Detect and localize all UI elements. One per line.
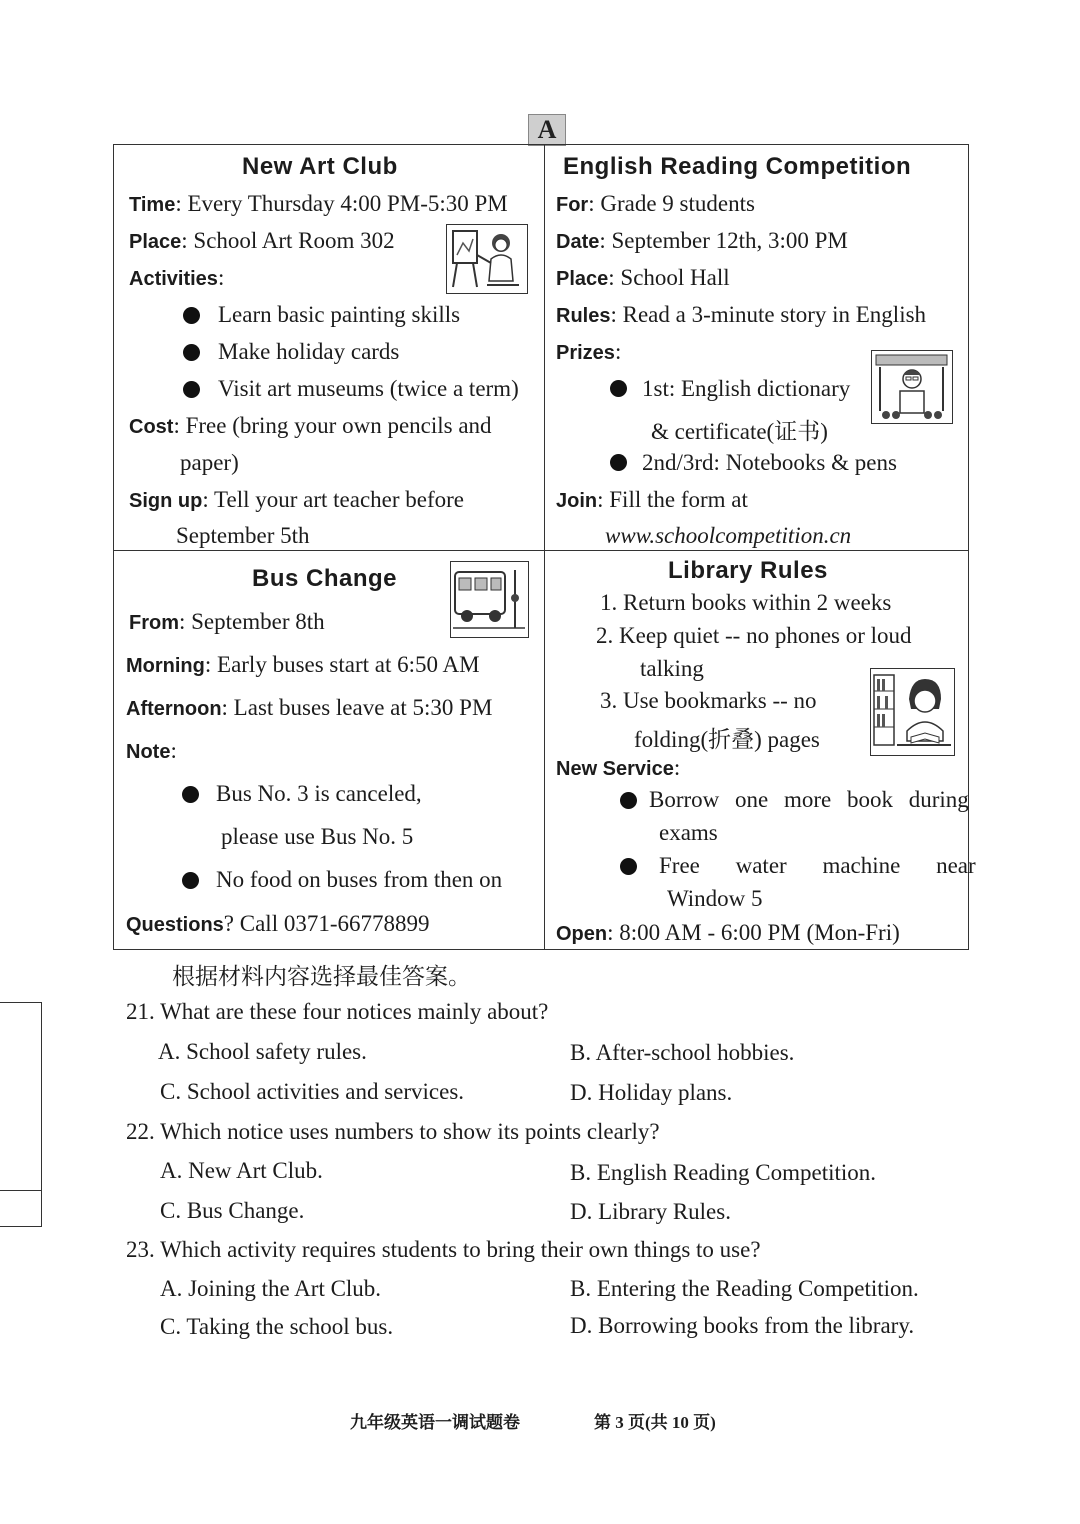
competition-for-value: : Grade 9 students <box>588 191 755 216</box>
art-club-activity-2: Make holiday cards <box>218 339 400 364</box>
speaker-illustration <box>871 350 953 424</box>
reading-girl-illustration <box>870 668 955 756</box>
section-marker: A <box>528 114 566 146</box>
library-rule-2-cont: talking <box>640 656 704 681</box>
bus-afternoon-label: Afternoon <box>126 698 222 720</box>
competition-for <box>556 191 755 217</box>
bullet-icon <box>183 307 200 324</box>
library-open <box>556 920 900 946</box>
bullet-icon <box>620 792 637 809</box>
library-service-label: New Service <box>556 758 674 780</box>
q21-option-d[interactable]: D. Holiday plans. <box>570 1080 733 1105</box>
bus-morning-label: Morning <box>126 655 205 677</box>
bus-morning <box>126 652 480 678</box>
grid-divider-horizontal <box>113 550 969 551</box>
competition-prizes-label: Prizes <box>556 342 615 364</box>
competition-prize-2: 2nd/3rd: Notebooks & pens <box>642 450 897 475</box>
library-open-value: : 8:00 AM - 6:00 PM (Mon-Fri) <box>607 920 900 945</box>
q21-option-b[interactable]: B. After-school hobbies. <box>570 1040 795 1065</box>
library-rule-3: 3. Use bookmarks -- no <box>600 688 817 713</box>
art-club-signup-cont: September 5th <box>176 523 310 548</box>
library-rule-3-cont: folding(折叠) pages <box>634 727 820 752</box>
painting-girl-illustration <box>446 224 528 294</box>
instruction: 根据材料内容选择最佳答案。 <box>172 964 471 989</box>
q23-option-d[interactable]: D. Borrowing books from the library. <box>570 1313 915 1338</box>
competition-place-label: Place <box>556 268 609 290</box>
question-23: 23. Which activity requires students to bring their own things to use? <box>126 1237 761 1262</box>
library-service-1: Borrow one more book during <box>649 787 969 812</box>
bus-afternoon <box>126 695 492 721</box>
bus-note-2: No food on buses from then on <box>216 867 503 892</box>
competition-prize-1-cont: & certificate(证书) <box>651 419 828 444</box>
art-club-signup <box>129 487 464 513</box>
library-service-1-cont: exams <box>659 820 718 845</box>
competition-date-label: Date <box>556 231 600 253</box>
library-rules-title: Library Rules <box>668 557 828 584</box>
bus-from <box>129 609 325 635</box>
art-club-place-label: Place <box>129 231 182 253</box>
binding-line <box>0 1190 42 1191</box>
bus-from-label: From <box>129 612 179 634</box>
library-rule-2: 2. Keep quiet -- no phones or loud <box>596 623 912 648</box>
competition-for-label: For <box>556 194 589 216</box>
bus-morning-value: : Early buses start at 6:50 AM <box>204 652 480 677</box>
competition-rules-label: Rules <box>556 305 611 327</box>
competition-prizes: Prizes: <box>556 339 622 364</box>
bus-questions-value: ? Call 0371-66778899 <box>223 911 430 936</box>
competition-prize-1: 1st: English dictionary <box>642 376 851 401</box>
q23-option-c[interactable]: C. Taking the school bus. <box>160 1314 394 1339</box>
question-21: 21. What are these four notices mainly about? <box>126 999 549 1024</box>
library-rule-1: 1. Return books within 2 weeks <box>600 590 892 615</box>
q22-option-b[interactable]: B. English Reading Competition. <box>570 1160 877 1185</box>
art-club-place <box>129 228 395 254</box>
reading-competition-title: English Reading Competition <box>563 153 912 180</box>
binding-line <box>41 1002 42 1226</box>
q23-option-a[interactable]: A. Joining the Art Club. <box>160 1276 382 1301</box>
q22-option-c[interactable]: C. Bus Change. <box>160 1198 305 1223</box>
art-club-time-value: : Every Thursday 4:00 PM-5:30 PM <box>175 191 508 216</box>
binding-line <box>0 1002 42 1003</box>
art-club-cost-value: : Free (bring your own pencils and <box>173 413 492 438</box>
art-club-activities-label: Activities <box>129 268 218 290</box>
competition-rules <box>556 302 926 328</box>
bus-change-title: Bus Change <box>252 565 398 592</box>
art-club-activities: Activities: <box>129 265 225 290</box>
binding-line <box>0 1226 42 1227</box>
bullet-icon <box>183 381 200 398</box>
bus-questions-label: Questions <box>126 914 224 936</box>
footer-exam-name: 九年级英语一调试题卷 <box>350 1413 520 1432</box>
art-club-time <box>129 191 508 217</box>
competition-place-value: : School Hall <box>608 265 730 290</box>
art-club-cost <box>129 413 492 439</box>
library-service-2: Free water machine near <box>659 853 976 878</box>
q23-option-b[interactable]: B. Entering the Reading Competition. <box>570 1276 919 1301</box>
competition-join-value: : Fill the form at <box>597 487 748 512</box>
question-22: 22. Which notice uses numbers to show its points clearly? <box>126 1119 660 1144</box>
competition-date-value: : September 12th, 3:00 PM <box>599 228 848 253</box>
competition-join-label: Join <box>556 490 598 512</box>
competition-join <box>556 487 748 513</box>
bullet-icon <box>610 380 627 397</box>
competition-rules-value: : Read a 3-minute story in English <box>610 302 927 327</box>
competition-place <box>556 265 730 291</box>
bus-questions <box>126 911 430 937</box>
footer-page-info: 第 3 页(共 10 页) <box>594 1413 716 1432</box>
art-club-title: New Art Club <box>242 153 398 180</box>
art-club-signup-label: Sign up <box>129 490 203 512</box>
bullet-icon <box>620 858 637 875</box>
q22-option-d[interactable]: D. Library Rules. <box>570 1199 731 1224</box>
bus-note-1: Bus No. 3 is canceled, <box>216 781 422 806</box>
art-club-cost-label: Cost <box>129 416 174 438</box>
q22-option-a[interactable]: A. New Art Club. <box>160 1158 323 1183</box>
art-club-activity-3: Visit art museums (twice a term) <box>218 376 519 401</box>
bus-illustration <box>450 561 529 638</box>
bullet-icon <box>183 344 200 361</box>
bullet-icon <box>610 454 627 471</box>
bus-from-value: : September 8th <box>179 609 325 634</box>
bullet-icon <box>182 872 199 889</box>
library-service-2-cont: Window 5 <box>667 886 763 911</box>
art-club-cost-cont: paper) <box>180 450 239 475</box>
bus-note: Note: <box>126 738 177 763</box>
bus-note-label: Note <box>126 741 171 763</box>
bullet-icon <box>182 786 199 803</box>
art-club-signup-value: : Tell your art teacher before <box>202 487 465 512</box>
grid-divider-vertical <box>544 144 545 950</box>
library-service: New Service: <box>556 755 681 780</box>
bus-afternoon-value: : Last buses leave at 5:30 PM <box>221 695 493 720</box>
bus-note-1-cont: please use Bus No. 5 <box>221 824 414 849</box>
art-club-place-value: : School Art Room 302 <box>181 228 395 253</box>
competition-url[interactable]: www.schoolcompetition.cn <box>605 523 852 548</box>
art-club-time-label: Time <box>129 194 176 216</box>
q21-option-a[interactable]: A. School safety rules. <box>158 1039 367 1064</box>
art-club-activity-1: Learn basic painting skills <box>218 302 461 327</box>
library-open-label: Open <box>556 923 608 945</box>
q21-option-c[interactable]: C. School activities and services. <box>160 1079 465 1104</box>
competition-date <box>556 228 848 254</box>
